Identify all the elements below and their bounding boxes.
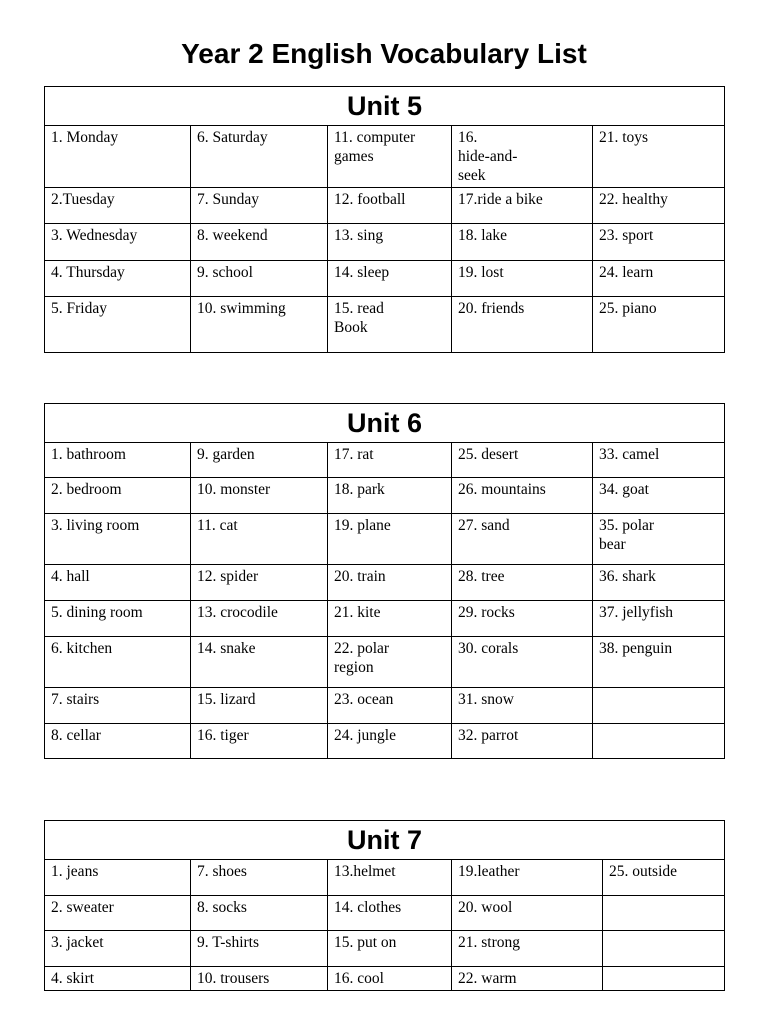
vocab-cell: 4. skirt [45,967,191,991]
table-row [45,478,725,514]
vocab-cell: 27. sand [452,514,593,565]
table-row [45,188,725,224]
unit-5-table [44,86,725,353]
vocab-cell: 31. snow [452,688,593,724]
vocab-cell [603,967,725,991]
vocab-cell: 2.Tuesday [45,188,191,224]
unit-heading: Unit 6 [45,404,725,443]
vocab-cell: 4. hall [45,565,191,601]
table-row [45,126,725,188]
vocab-cell: 13.helmet [328,860,452,896]
vocab-cell: 3. living room [45,514,191,565]
table-row [45,514,725,565]
unit-heading: Unit 5 [45,87,725,126]
vocab-cell: 23. sport [593,224,725,261]
table-row [45,637,725,688]
vocab-cell: 21. strong [452,931,603,967]
vocab-cell [593,724,725,759]
vocab-cell: 4. Thursday [45,261,191,297]
vocab-cell: 11. cat [191,514,328,565]
vocab-cell: 9. school [191,261,328,297]
vocab-cell: 16. tiger [191,724,328,759]
vocab-cell: 13. sing [328,224,452,261]
vocab-cell: 10. trousers [191,967,328,991]
vocab-cell: 7. shoes [191,860,328,896]
vocab-cell: 20. friends [452,297,593,353]
table-row [45,896,725,931]
vocab-cell: 10. swimming [191,297,328,353]
vocab-cell: 23. ocean [328,688,452,724]
vocab-cell: 2. bedroom [45,478,191,514]
vocab-cell: 1. Monday [45,126,191,188]
vocab-cell: 6. Saturday [191,126,328,188]
vocab-cell: 14. clothes [328,896,452,931]
table-row [45,224,725,261]
vocab-cell: 25. desert [452,443,593,478]
vocab-cell: 10. monster [191,478,328,514]
table-row [45,724,725,759]
unit-6-table [44,403,725,759]
vocab-cell: 9. T-shirts [191,931,328,967]
vocab-cell: 19.leather [452,860,603,896]
vocab-cell: 19. plane [328,514,452,565]
vocab-cell: 16. hide-and- seek [452,126,593,188]
page-title: Year 2 English Vocabulary List [181,38,587,69]
vocab-cell: 14. sleep [328,261,452,297]
vocab-cell: 13. crocodile [191,601,328,637]
vocab-cell: 9. garden [191,443,328,478]
table-row [45,261,725,297]
vocab-cell: 16. cool [328,967,452,991]
vocab-cell: 21. kite [328,601,452,637]
unit-7-table [44,820,725,991]
vocab-cell: 11. computer games [328,126,452,188]
table-row [45,443,725,478]
vocab-cell: 22. warm [452,967,603,991]
table-row [45,565,725,601]
vocab-cell: 25. piano [593,297,725,353]
vocab-cell: 30. corals [452,637,593,688]
vocab-cell: 1. jeans [45,860,191,896]
vocab-cell: 20. wool [452,896,603,931]
vocab-cell: 6. kitchen [45,637,191,688]
vocab-cell: 21. toys [593,126,725,188]
vocab-cell: 5. Friday [45,297,191,353]
vocab-cell [593,688,725,724]
vocab-cell: 18. lake [452,224,593,261]
vocab-cell: 7. Sunday [191,188,328,224]
vocab-cell: 15. put on [328,931,452,967]
vocab-cell: 38. penguin [593,637,725,688]
vocab-cell: 29. rocks [452,601,593,637]
vocab-cell: 15. lizard [191,688,328,724]
table-row [45,688,725,724]
vocab-cell: 8. socks [191,896,328,931]
vocab-cell: 3. Wednesday [45,224,191,261]
vocab-cell: 24. jungle [328,724,452,759]
vocab-cell: 8. cellar [45,724,191,759]
vocab-cell: 34. goat [593,478,725,514]
table-row [45,297,725,353]
vocab-cell: 37. jellyfish [593,601,725,637]
vocab-cell: 5. dining room [45,601,191,637]
vocab-cell: 12. spider [191,565,328,601]
vocab-cell: 26. mountains [452,478,593,514]
vocab-cell: 25. outside [603,860,725,896]
table-row [45,601,725,637]
vocab-cell: 7. stairs [45,688,191,724]
vocab-cell: 2. sweater [45,896,191,931]
vocab-cell: 36. shark [593,565,725,601]
vocab-cell: 12. football [328,188,452,224]
vocab-cell: 20. train [328,565,452,601]
vocab-cell: 33. camel [593,443,725,478]
vocab-cell: 3. jacket [45,931,191,967]
vocab-cell: 22. healthy [593,188,725,224]
vocab-cell: 18. park [328,478,452,514]
vocab-cell: 35. polar bear [593,514,725,565]
table-row [45,931,725,967]
vocab-cell: 32. parrot [452,724,593,759]
vocab-cell: 1. bathroom [45,443,191,478]
vocab-cell [603,896,725,931]
table-row [45,860,725,896]
vocab-cell: 19. lost [452,261,593,297]
vocab-cell: 15. read Book [328,297,452,353]
table-row [45,967,725,991]
vocab-cell: 17. rat [328,443,452,478]
vocab-cell: 28. tree [452,565,593,601]
vocab-cell: 8. weekend [191,224,328,261]
vocab-cell: 22. polar region [328,637,452,688]
vocab-cell: 17.ride a bike [452,188,593,224]
vocab-cell: 14. snake [191,637,328,688]
unit-heading: Unit 7 [45,821,725,860]
vocab-cell: 24. learn [593,261,725,297]
vocab-cell [603,931,725,967]
